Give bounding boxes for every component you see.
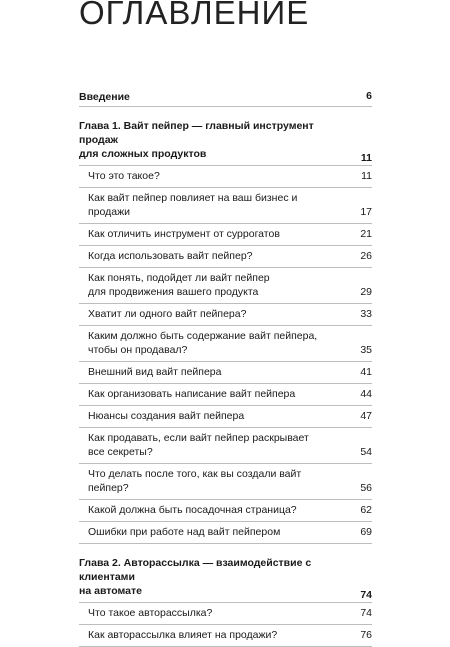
toc-item[interactable]	[79, 384, 372, 406]
toc-item-label: Что делать после того, как вы создали вайт пейпер?	[88, 468, 302, 494]
toc-item-label: Как авторассылка влияет на продажи?	[88, 629, 278, 641]
toc-item[interactable]	[79, 522, 372, 544]
toc-item-label: Как вайт пейпер повлияет на ваш бизнес и продажи	[88, 192, 298, 218]
toc-item-page: 21	[360, 228, 372, 240]
toc-item-page: 11	[361, 170, 372, 182]
toc-item[interactable]	[79, 625, 372, 647]
toc-item[interactable]	[79, 406, 372, 428]
toc-item-page: 35	[360, 344, 372, 356]
toc-item-page: 44	[360, 388, 372, 400]
toc-item[interactable]	[79, 246, 372, 268]
toc-chapter-1[interactable]	[79, 107, 372, 165]
toc-item-label: Как отличить инструмент от суррогатов	[88, 228, 280, 240]
toc-item[interactable]	[79, 166, 372, 188]
toc-item[interactable]	[79, 500, 372, 522]
toc-item-page: 29	[360, 286, 372, 298]
chapter-page: 74	[360, 589, 372, 601]
toc-item[interactable]	[79, 362, 372, 384]
chapter-page: 11	[360, 152, 372, 164]
toc-item-label: Как организовать написание вайт пейпера	[88, 388, 296, 400]
toc-chapter-2[interactable]	[79, 544, 372, 602]
toc-item-label: Когда использовать вайт пейпер?	[88, 250, 253, 262]
toc-item[interactable]	[79, 304, 372, 326]
toc-item-label: Внешний вид вайт пейпера	[88, 366, 222, 378]
chapter-title: Глава 2. Авторассылка — взаимодействие с клиентами на автомате	[79, 557, 312, 597]
toc-item[interactable]	[79, 428, 372, 464]
toc-item-label: Что это такое?	[88, 170, 160, 182]
toc-item-page: 56	[360, 482, 372, 494]
toc-entry-page: 6	[366, 90, 372, 102]
toc-item[interactable]	[79, 464, 372, 500]
toc-item-page: 47	[360, 410, 372, 422]
toc-item-label: Хватит ли одного вайт пейпера?	[88, 308, 247, 320]
toc-item-page: 41	[360, 366, 372, 378]
toc-item[interactable]	[79, 268, 372, 304]
toc-item[interactable]	[79, 603, 372, 625]
toc-item-label: Как продавать, если вайт пейпер раскрывает все секреты?	[88, 432, 309, 458]
toc-item-page: 62	[360, 504, 372, 516]
toc-item-page: 26	[360, 250, 372, 262]
toc-item-page: 74	[360, 607, 372, 619]
toc-item-page: 69	[360, 526, 372, 538]
table-of-contents	[79, 86, 372, 647]
toc-item-page: 54	[360, 446, 372, 458]
toc-item-label: Нюансы создания вайт пейпера	[88, 410, 245, 422]
toc-item-label: Какой должна быть посадочная страница?	[88, 504, 297, 516]
toc-item[interactable]	[79, 326, 372, 362]
toc-item-page: 76	[360, 629, 372, 641]
toc-item-label: Ошибки при работе над вайт пейпером	[88, 526, 281, 538]
toc-item-page: 33	[360, 308, 372, 320]
toc-item[interactable]	[79, 224, 372, 246]
toc-entry-label: Введение	[79, 91, 130, 103]
toc-item-label: Каким должно быть содержание вайт пейпера, чтобы он продавал?	[88, 330, 318, 356]
page-title: ОГЛАВЛЕНИЕ	[79, 0, 310, 31]
toc-item-label: Что такое авторассылка?	[88, 607, 213, 619]
toc-item-page: 17	[360, 206, 372, 218]
toc-item-label: Как понять, подойдет ли вайт пейпер для продвижения вашего продукта	[88, 272, 270, 298]
toc-entry-intro[interactable]	[79, 86, 372, 107]
chapter-title: Глава 1. Вайт пейпер — главный инструмент продаж для сложных продуктов	[79, 120, 314, 160]
toc-item[interactable]	[79, 188, 372, 224]
